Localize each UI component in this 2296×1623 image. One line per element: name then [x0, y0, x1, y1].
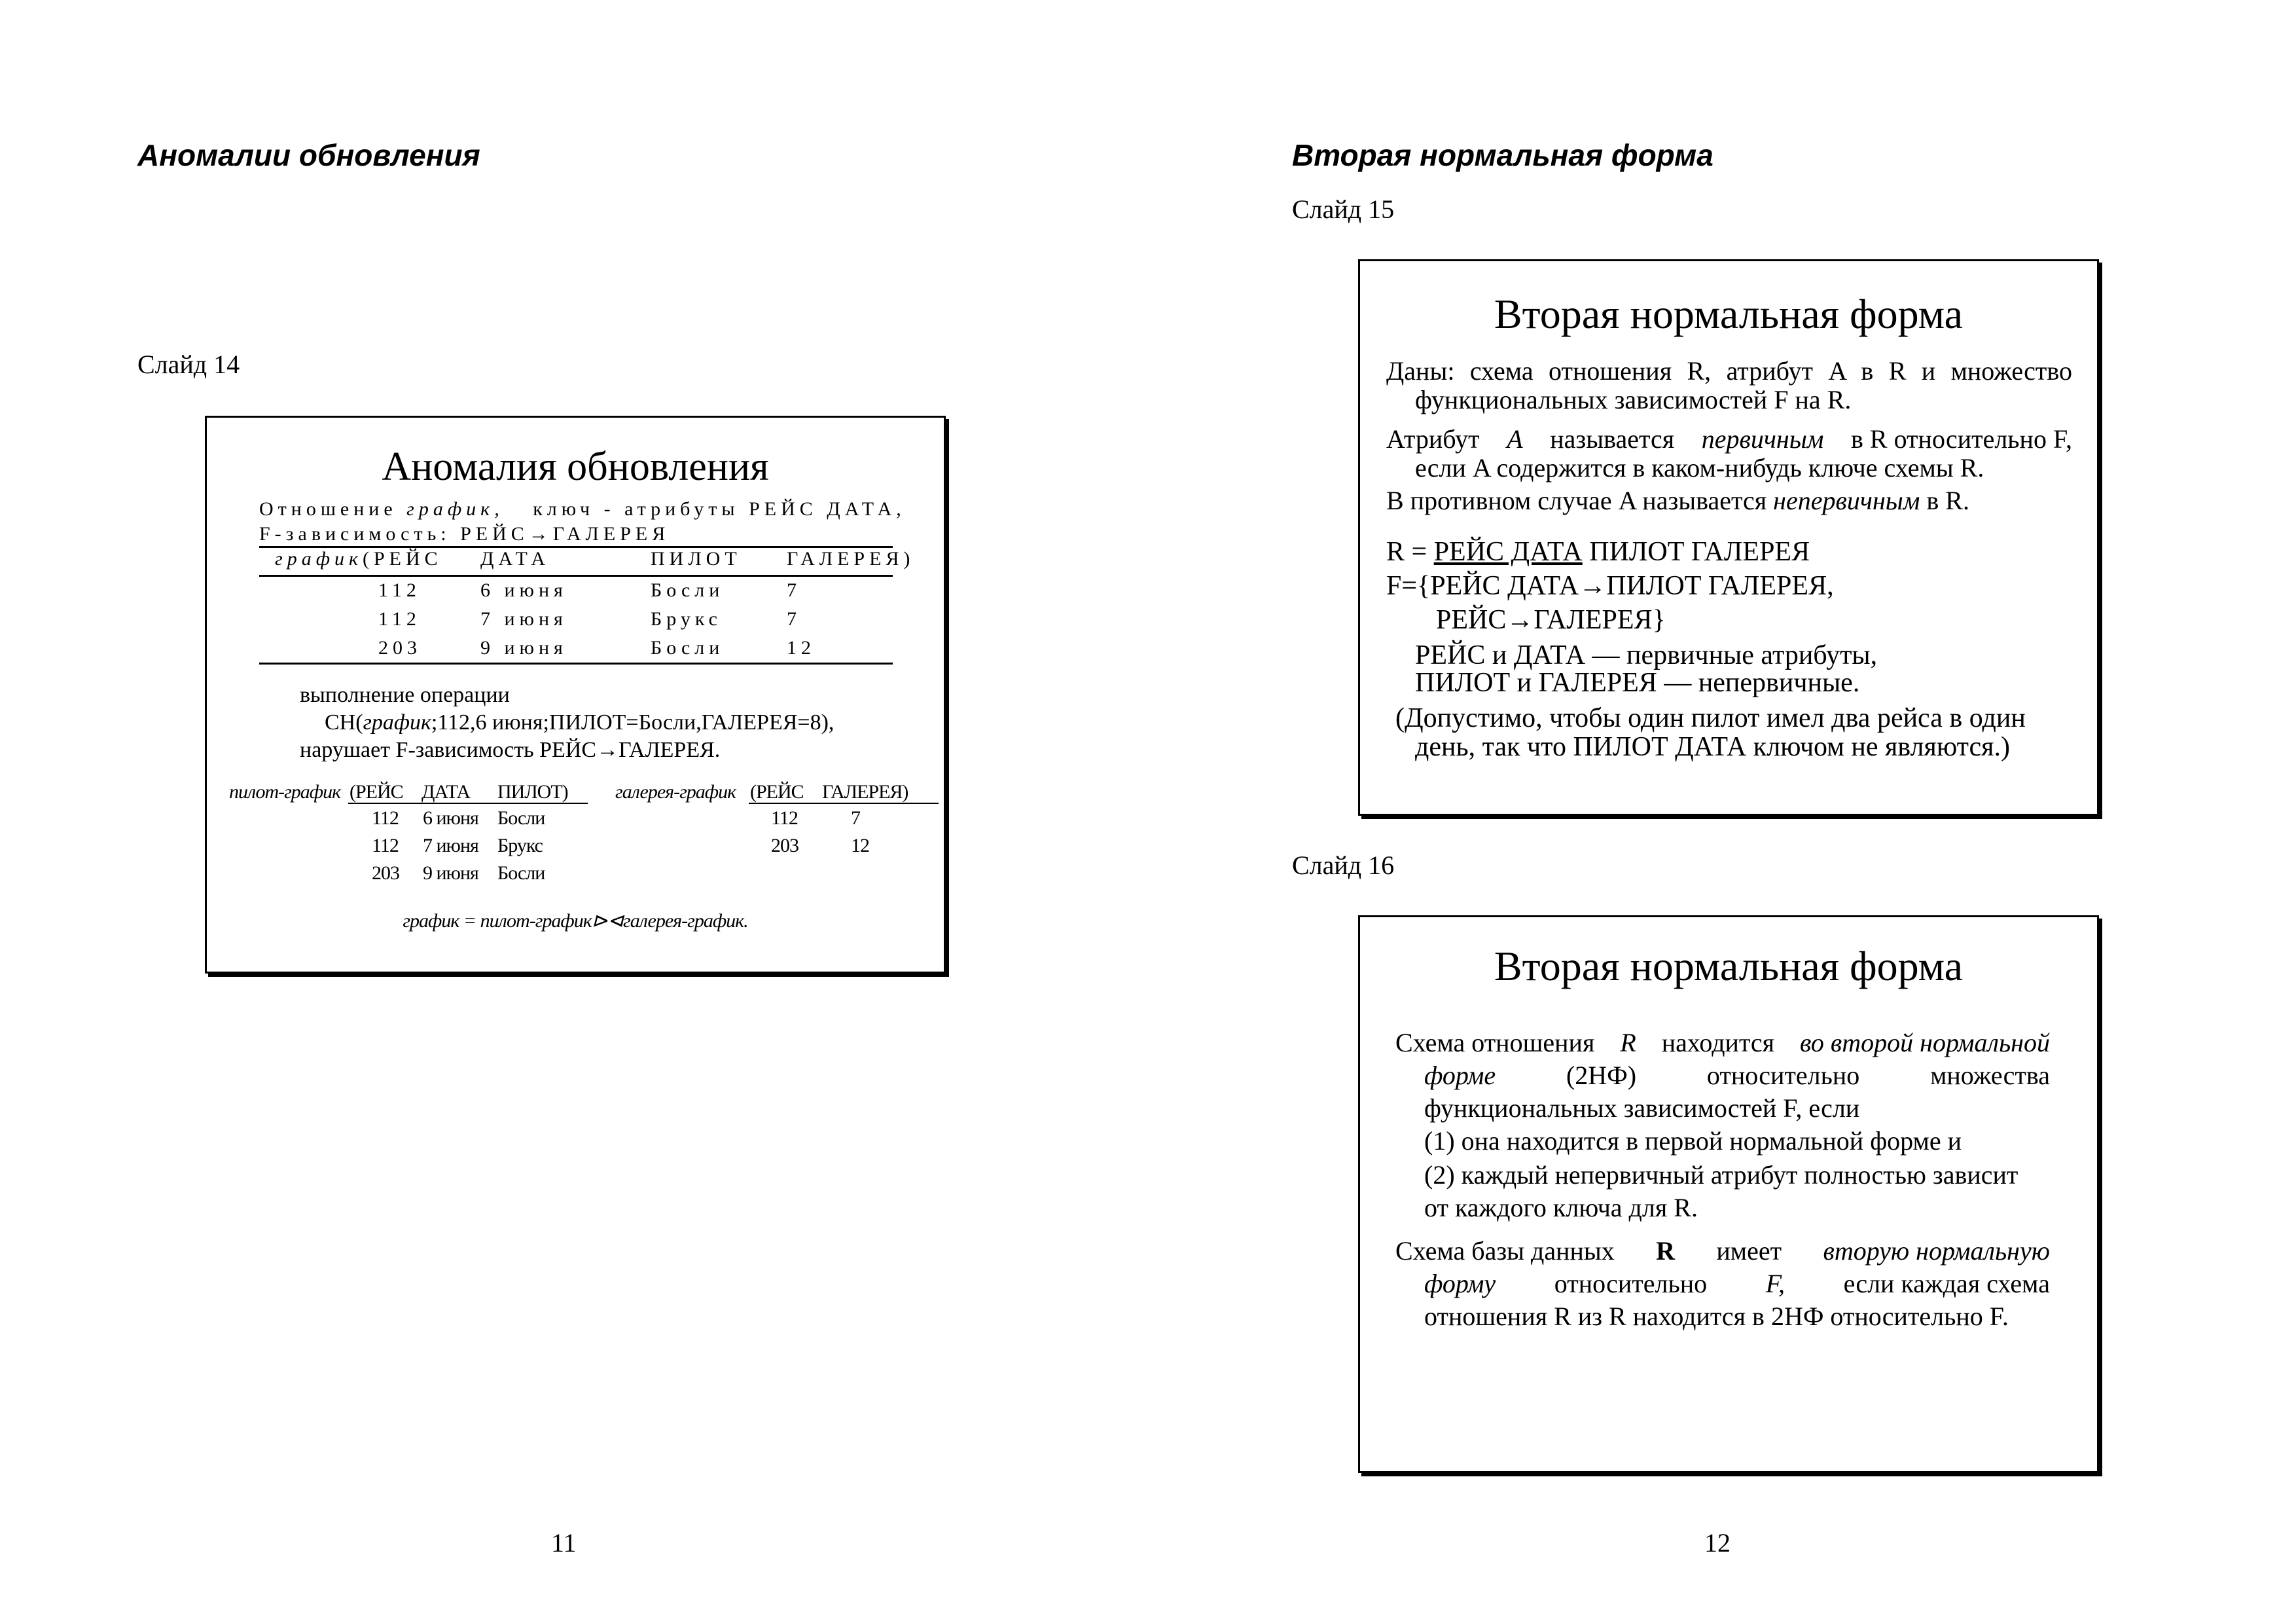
table-header	[275, 547, 363, 571]
def-line-3: функциональных зависимостей F, если	[1424, 1093, 1860, 1123]
galley-schedule-rule	[749, 803, 939, 804]
primary-line-2: ПИЛОТ и ГАЛЕРЕЯ — непервичные.	[1415, 668, 1860, 698]
note-line-1: (Допустимо, чтобы один пилот имел два рейса в один	[1395, 703, 2026, 733]
def-set: множества	[1930, 1061, 2050, 1090]
relation-name: график,	[406, 498, 504, 520]
slide-label-16: Слайд 16	[1292, 850, 1395, 880]
cell-pilot: Брукс	[651, 608, 722, 630]
pg-col-pilot: ПИЛОТ)	[497, 781, 568, 803]
cell-data: 7 июня	[480, 608, 567, 630]
db-form: форму	[1424, 1269, 1496, 1298]
def-line-5: (2) каждый непервичный атрибут полностью зависит	[1424, 1160, 2018, 1190]
cell-reis: 112	[378, 608, 421, 630]
cell-galereya: 12	[787, 637, 816, 659]
cell-reis: 112	[378, 579, 421, 601]
attr-rest: в R относительно F,	[1851, 424, 2072, 454]
pg-col-reis: (РЕЙС	[350, 781, 403, 803]
pg-cell-data: 7 июня	[423, 835, 478, 856]
table-name: график	[275, 548, 363, 570]
intro-text: Отношение	[259, 498, 397, 520]
def-form: форме	[1424, 1061, 1496, 1090]
pg-cell-pilot: Брукс	[497, 835, 543, 856]
pg-cell-pilot: Босли	[497, 862, 545, 884]
else-rest: в R.	[1926, 486, 1969, 515]
page-heading-left: Аномалии обновления	[137, 138, 480, 172]
table-header-rule	[259, 575, 893, 577]
col-reis: (РЕЙС	[363, 548, 442, 570]
def-is: находится	[1661, 1028, 1775, 1057]
given-line-1	[1386, 357, 2072, 386]
attr-line-1	[1386, 425, 2072, 454]
f-deps-line-2: РЕЙС→ГАЛЕРЕЯ}	[1436, 605, 1666, 635]
f-deps-line-1: F={РЕЙС ДАТА→ПИЛОТ ГАЛЕРЕЯ,	[1386, 571, 1834, 601]
else-line	[1386, 486, 1969, 515]
pilot-schedule-name: пилот-график	[229, 781, 341, 803]
db-f: F,	[1765, 1269, 1785, 1298]
r-schema-rest: ПИЛОТ ГАЛЕРЕЯ	[1582, 537, 1810, 567]
cell-data: 6 июня	[480, 579, 567, 601]
r-schema-line	[1386, 536, 1810, 568]
else-text: В противном случае A называется	[1386, 486, 1767, 515]
r-schema-prefix: R =	[1386, 537, 1434, 567]
join-formula-text: график = пилот-график⊳⊲галерея-график.	[403, 910, 748, 932]
def-line-1	[1395, 1029, 2050, 1057]
join-formula	[207, 907, 944, 936]
def-schema: Схема отношения	[1395, 1028, 1595, 1057]
attr-line-2: если A содержится в каком-нибудь ключе схемы R.	[1415, 453, 1984, 483]
def-line-4: (1) она находится в первой нормальной форме и	[1424, 1126, 1962, 1156]
cell-data: 9 июня	[480, 637, 567, 659]
given-line-2: функциональных зависимостей F на R.	[1415, 385, 1852, 414]
op-func: СН(	[325, 710, 363, 735]
given-text-1: Даны: схема отношения R, атрибут A в R и множество	[1386, 356, 2073, 386]
page-heading-right: Вторая нормальная форма	[1292, 138, 1713, 172]
db-schema: Схема базы данных	[1395, 1236, 1615, 1266]
pg-cell-reis: 112	[372, 835, 399, 856]
pilot-schedule-rule	[348, 803, 588, 804]
def-relative: относительно	[1706, 1061, 1860, 1090]
else-nonprimary: непервичным	[1773, 486, 1920, 515]
pg-cell-reis: 112	[372, 807, 399, 829]
operation-line-2	[325, 708, 834, 737]
pg-cell-pilot: Босли	[497, 807, 545, 829]
gg-cell-reis: 203	[771, 835, 798, 856]
attr-text: Атрибут	[1386, 424, 1480, 454]
cell-galereya: 7	[787, 579, 801, 601]
def-2nf-abbr: (2НФ)	[1566, 1061, 1637, 1090]
pilot-schedule-header	[229, 778, 340, 807]
slide-label-15: Слайд 15	[1292, 194, 1395, 224]
cell-pilot: Босли	[651, 637, 725, 659]
gg-cell-galereya: 7	[851, 807, 860, 829]
table-bottom-rule	[259, 663, 893, 665]
slide-label-14: Слайд 14	[137, 350, 240, 379]
page-number-left: 11	[551, 1528, 577, 1558]
r-schema-key: РЕЙС ДАТА	[1433, 537, 1583, 567]
galley-schedule-header	[615, 778, 736, 807]
attr-letter: A	[1507, 424, 1523, 454]
db-relative: относительно	[1554, 1269, 1708, 1298]
slide-14	[205, 416, 946, 974]
galley-schedule-name: галерея-график	[615, 781, 736, 803]
note-line-2: день, так что ПИЛОТ ДАТА ключом не являются.)	[1415, 732, 2010, 762]
def-2nf-italic: во второй нормальной	[1800, 1028, 2050, 1057]
slide-15	[1358, 259, 2099, 816]
page-number-right: 12	[1704, 1528, 1731, 1558]
gg-cell-galereya: 12	[851, 835, 869, 856]
pg-cell-reis: 203	[372, 862, 399, 884]
slide-title: Аномалия обновления	[382, 445, 769, 489]
slide-title: Вторая нормальная форма	[1494, 291, 1964, 337]
operation-line-3: нарушает F-зависимость РЕЙС→ГАЛЕРЕЯ.	[300, 738, 721, 762]
op-relation: график	[363, 710, 431, 735]
slide-title: Вторая нормальная форма	[1494, 943, 1964, 989]
db-r-bold: R	[1656, 1236, 1676, 1266]
db-line-3: отношения R из R находится в 2НФ относительно F.	[1424, 1302, 2009, 1331]
def-r: R	[1620, 1028, 1636, 1057]
attr-called: называется	[1550, 424, 1675, 454]
col-pilot: ПИЛОТ	[651, 548, 742, 570]
intro-key: ключ - атрибуты РЕЙС ДАТА,	[533, 498, 906, 520]
pg-cell-data: 6 июня	[423, 807, 478, 829]
def-line-6: от каждого ключа для R.	[1424, 1193, 1698, 1222]
gg-col-galereya: ГАЛЕРЕЯ)	[822, 781, 908, 803]
db-if-each: если каждая схема	[1843, 1269, 2050, 1298]
col-galereya: ГАЛЕРЕЯ)	[787, 548, 915, 570]
slide-intro-line-1	[259, 498, 906, 521]
pg-col-data: ДАТА	[422, 781, 470, 803]
db-has: имеет	[1716, 1236, 1782, 1266]
db-2nf-italic: вторую нормальную	[1823, 1236, 2050, 1266]
op-args: ;112,6 июня;ПИЛОТ=Босли,ГАЛЕРЕЯ=8),	[431, 710, 834, 735]
db-line-1	[1395, 1237, 2050, 1266]
operation-line-1: выполнение операции	[300, 683, 510, 707]
cell-pilot: Босли	[651, 579, 725, 601]
gg-col-reis: (РЕЙС	[750, 781, 804, 803]
gg-cell-reis: 112	[771, 807, 798, 829]
slide-intro-line-2: F-зависимость: РЕЙС→ГАЛЕРЕЯ	[259, 523, 670, 545]
attr-primary: первичным	[1701, 424, 1824, 454]
col-data: ДАТА	[480, 548, 550, 570]
def-line-2	[1424, 1061, 2050, 1090]
pg-cell-data: 9 июня	[423, 862, 478, 884]
primary-line-1: РЕЙС и ДАТА — первичные атрибуты,	[1415, 640, 1878, 670]
cell-reis: 203	[378, 637, 422, 659]
slide-16	[1358, 915, 2099, 1473]
cell-galereya: 7	[787, 608, 801, 630]
db-line-2	[1424, 1269, 2050, 1298]
